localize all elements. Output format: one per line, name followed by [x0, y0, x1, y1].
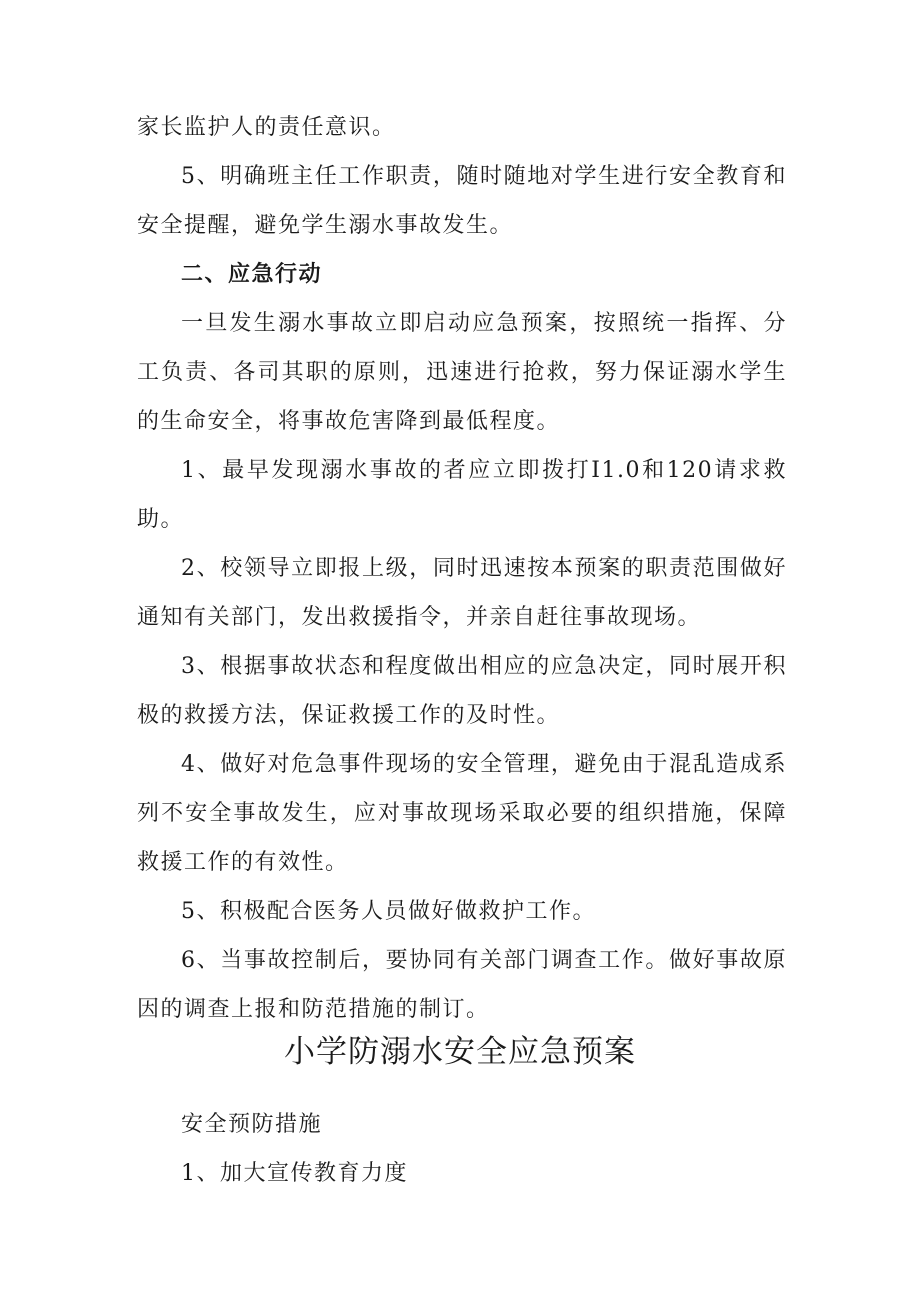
paragraph-measure-1: 1、加大宣传教育力度 [181, 1161, 408, 1186]
paragraph-continuation: 家长监护人的责任意识。 [137, 115, 396, 140]
paragraph-action-6: 6、当事故控制后，要协同有关部门调查工作。做好事故原因的调查上报和防范措施的制订。 [137, 948, 787, 1022]
section-heading-emergency-action: 二、应急行动 [181, 262, 323, 287]
paragraph-action-2: 2、校领导立即报上级，同时迅速按本预案的职责范围做好通知有关部门，发出救援指令，并亲自赶往事故现场。 [137, 556, 787, 630]
document-body [137, 103, 787, 1034]
subheading-prevention-measures: 安全预防措施 [181, 1112, 323, 1137]
paragraph-item-5: 5、明确班主任工作职责，随时随地对学生进行安全教育和安全提醒，避免学生溺水事故发生。 [137, 164, 787, 238]
paragraph-action-1: 1、最早发现溺水事故的者应立即拨打I1.0和120请求救助。 [137, 458, 787, 532]
document-title: 小学防溺水安全应急预案 [284, 1034, 636, 1070]
paragraph-intro: 一旦发生溺水事故立即启动应急预案，按照统一指挥、分工负责、各司其职的原则，迅速进行抢救，努力保证溺水学生的生命安全，将事故危害降到最低程度。 [137, 311, 787, 434]
paragraph-action-3: 3、根据事故状态和程度做出相应的应急决定，同时展开积极的救援方法，保证救援工作的及时性。 [137, 654, 787, 728]
paragraph-action-4: 4、做好对危急事件现场的安全管理，避免由于混乱造成系列不安全事故发生，应对事故现场采取必要的组织措施，保障救援工作的有效性。 [137, 752, 787, 875]
document-body-second [137, 1100, 787, 1198]
paragraph-action-5: 5、积极配合医务人员做好做救护工作。 [181, 899, 596, 924]
